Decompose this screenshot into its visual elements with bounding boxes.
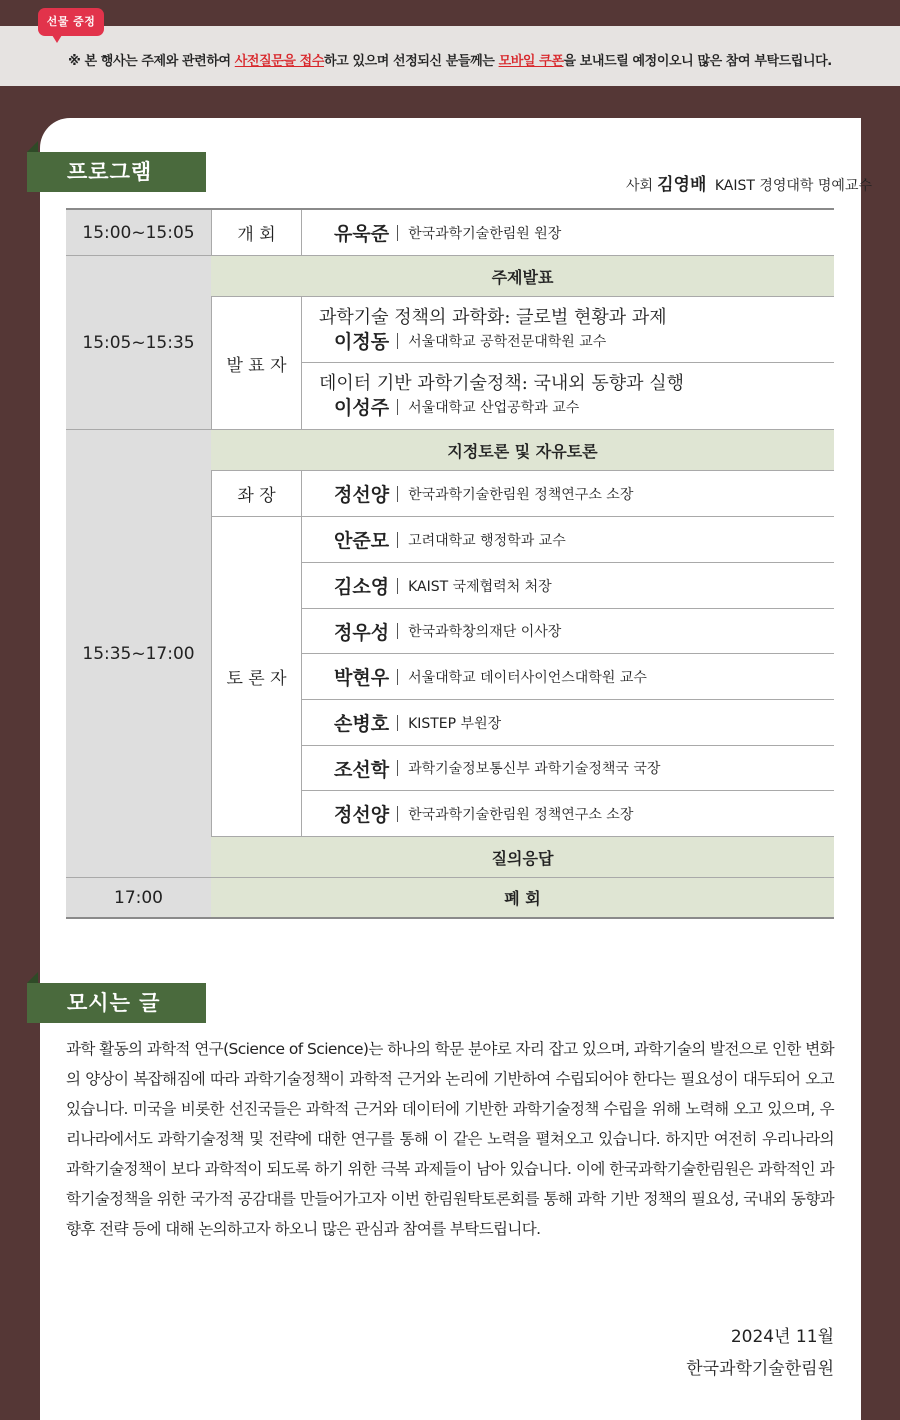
panelist-row [302,609,834,654]
panelist-affiliation: 과학기술정보통신부 과학기술정책국 국장 [408,761,661,777]
time-discussion: 15:35~17:00 [66,430,211,878]
program-table [66,208,834,908]
panelist-name: 안준모 [334,530,390,552]
program-section-label: 프로그램 [27,152,206,192]
speaker-affiliation: 한국과학기술한림원 원장 [408,225,562,242]
time-opening: 15:00~15:05 [66,210,211,256]
qa-header: 질의응답 [211,837,834,878]
panelist-row [302,563,834,609]
divider [397,623,398,639]
chair-speaker [302,471,834,517]
speaker-affiliation: 서울대학교 공학전문대학원 교수 [408,333,607,350]
host-name: 김영배 [657,175,707,195]
notice-highlight-question: 사전질문을 접수 [234,54,324,69]
invitation-body: 과학 활동의 과학적 연구(Science of Science)는 하나의 학문 분야로 자리 잡고 있으며, 과학기술의 발전으로 인한 변화의 양상이 복잡해짐에 따라 과학기술정책이 과학적 근거와 논리에 기반하여 수립되어야 한다는 필요성이 대두되어 오고 있습니다. 미국을 비롯한 선진국들은 과학적 근거와 데이터에 기반한 과학기술정책 수립을 위해 노력해 오고 있으며, 우리나라에서도 과학기술정책 및 전략에 대한 연구를 통해 이 같은 노력을 펼쳐오고 있습니다. 하지만 여전히 우리나라의 과학기술정책이 보다 과학적이 되도록 하기 위한 극복 과제들이 남아 있습니다. 이에 한국과학기술한림원은 과학적인 과학기술정책을 위한 국가적 공감대를 만들어가고자 이번 한림원탁토론회를 통해 과학 기반 정책의 필요성, 국내외 동향과 향후 전략 등에 대해 논의하고자 하오니 많은 관심과 참여를 부탁드립니다. [66,1040,834,1238]
divider [397,333,398,349]
opening-speaker [302,210,834,256]
divider [397,669,398,685]
divider [397,578,398,594]
time-closing: 17:00 [66,878,211,919]
panelist-name: 박현우 [334,667,390,689]
host-prefix: 사회 [626,178,654,194]
notice-text-part2: 하고 있으며 선정되신 분들께는 [324,54,499,69]
panelist-name: 정우성 [334,621,390,644]
role-panel: 토 론 자 [211,517,302,837]
panelist-row [302,700,834,746]
divider [397,399,398,415]
role-chair: 좌 장 [211,471,302,517]
talk-speaker [319,393,834,420]
panelist-affiliation: 고려대학교 행정학과 교수 [408,532,566,549]
talk-1 [302,297,834,363]
talk-title: 데이터 기반 과학기술정책: 국내외 동향과 실행 [319,373,685,394]
notice-highlight-coupon: 모바일 쿠폰 [498,54,564,69]
speaker-name: 이성주 [334,397,390,419]
panelist-row [302,517,834,563]
talk-2 [302,363,834,430]
speaker-name: 정선양 [334,484,390,506]
divider [397,486,398,502]
panelist-affiliation: 서울대학교 데이터사이언스대학원 교수 [408,669,647,686]
panelist-affiliation: 한국과학창의재단 이사장 [408,624,562,640]
invitation-section-label: 모시는 글 [27,983,206,1023]
panelist-row [302,791,834,837]
talk-title: 과학기술 정책의 과학화: 글로벌 현황과 과제 [319,307,667,328]
notice-text-part3: 을 보내드릴 예정이오니 많은 참여 부탁드립니다. [563,54,832,69]
panelist-row [302,746,834,791]
notice-text [0,50,900,69]
divider [397,225,398,241]
panelist-row [302,654,834,700]
gift-badge: 선물 증정 [38,8,104,36]
discussion-header: 지정토론 및 자유토론 [211,430,834,471]
notice-text-part1: ※ 본 행사는 주제와 관련하여 [68,54,235,69]
host-info [626,170,872,195]
divider [397,806,398,822]
speaker-name: 이정동 [334,331,390,353]
keynote-header: 주제발표 [211,256,834,297]
panelist-affiliation: KAIST 국제협력처 처장 [408,578,552,595]
panelist-name: 손병호 [334,713,390,735]
host-affiliation: KAIST 경영대학 명예교수 [714,178,872,194]
closing-header: 폐 회 [211,878,834,919]
panelist-name: 조선학 [334,758,390,781]
panelist-affiliation: KISTEP 부원장 [408,715,502,732]
panelist-name: 김소영 [334,576,390,598]
panelist-affiliation: 한국과학기술한림원 정책연구소 소장 [408,806,634,823]
speaker-affiliation: 서울대학교 산업공학과 교수 [408,399,580,416]
speaker-name: 유욱준 [334,223,390,245]
notice-banner [0,0,900,86]
invitation-date: 2024년 11월 [730,1327,834,1347]
divider [397,715,398,731]
speaker-affiliation: 한국과학기술한림원 정책연구소 소장 [408,486,634,503]
organization-name: 한국과학기술한림원 [686,1359,834,1379]
role-opening: 개 회 [211,210,302,256]
divider [397,760,398,776]
time-keynote: 15:05~15:35 [66,256,211,430]
talk-speaker [319,327,834,354]
divider [397,532,398,548]
role-presenter: 발 표 자 [211,297,302,430]
panelist-name: 정선양 [334,804,390,826]
